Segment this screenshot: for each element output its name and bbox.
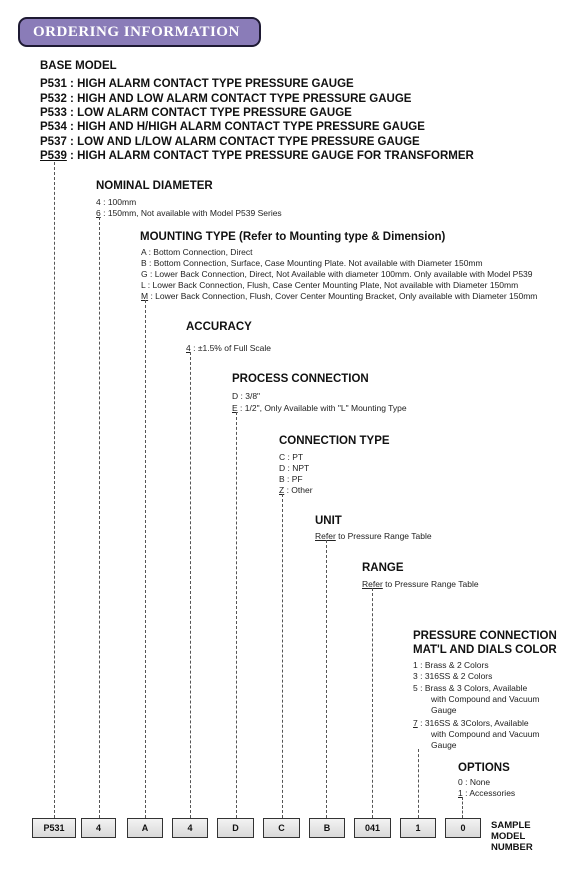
mounting-type-option: G : Lower Back Connection, Direct, Not Available with diameter 100mm. Only available with Model P539 (141, 269, 533, 279)
connector-line-unit (326, 540, 327, 818)
sample-box-base: P531 (32, 818, 76, 838)
pressure-connection-option-cont: Gauge (431, 705, 457, 715)
mounting-type-title: MOUNTING TYPE (Refer to Mounting type & Dimension) (140, 231, 446, 243)
connector-line-range (372, 588, 373, 818)
options-title: OPTIONS (458, 762, 510, 774)
pressure-connection-option-cont: with Compound and Vacuum (431, 694, 540, 704)
process-connection-title: PROCESS CONNECTION (232, 373, 369, 385)
pressure-connection-option: 7 : 316SS & 3Colors, Available (413, 718, 529, 728)
base-model-title: BASE MODEL (40, 60, 117, 72)
pressure-connection-title: MAT'L AND DIALS COLOR (413, 644, 557, 656)
accuracy-option: 4 : ±1.5% of Full Scale (186, 343, 271, 353)
sample-box-pressure: 1 (400, 818, 436, 838)
connector-line-process (236, 412, 237, 818)
connector-line-conntype (282, 494, 283, 818)
pressure-connection-option: 3 : 316SS & 2 Colors (413, 671, 493, 681)
sample-box-diameter: 4 (81, 818, 116, 838)
connector-line-accuracy (190, 352, 191, 818)
accuracy-title: ACCURACY (186, 321, 252, 333)
process-connection-option: E : 1/2", Only Available with "L" Mounting Type (232, 403, 407, 413)
connector-line-diameter (99, 217, 100, 818)
sample-box-conntype: C (263, 818, 300, 838)
pressure-connection-option-cont: Gauge (431, 740, 457, 750)
sample-box-options: 0 (445, 818, 481, 838)
connection-type-option: D : NPT (279, 463, 310, 473)
pressure-connection-title: PRESSURE CONNECTION (413, 630, 557, 642)
base-model-item: P531 : HIGH ALARM CONTACT TYPE PRESSURE GAUGE (40, 78, 354, 90)
range-option: Refer to Pressure Range Table (362, 579, 479, 589)
connector-line-base (54, 162, 55, 818)
mounting-type-option: B : Bottom Connection, Surface, Case Mounting Plate. Not available with Diameter 150mm (141, 258, 483, 268)
pressure-connection-option: 5 : Brass & 3 Colors, Available (413, 683, 528, 693)
sample-box-process: D (217, 818, 254, 838)
mounting-type-option: L : Lower Back Connection, Flush, Case Center Mounting Plate, Not available with Diameter 150mm (141, 280, 519, 290)
connector-line-options (462, 797, 463, 818)
nominal-diameter-title: NOMINAL DIAMETER (96, 180, 213, 192)
connector-line-mounting (145, 300, 146, 818)
unit-option: Refer to Pressure Range Table (315, 531, 432, 541)
nominal-diameter-option: 4 : 100mm (96, 197, 137, 207)
sample-box-mounting: A (127, 818, 163, 838)
connection-type-option: Z : Other (279, 485, 313, 495)
base-model-item: P537 : LOW AND L/LOW ALARM CONTACT TYPE PRESSURE GAUGE (40, 136, 420, 148)
base-model-item: P539 : HIGH ALARM CONTACT TYPE PRESSURE GAUGE FOR TRANSFORMER (40, 150, 474, 162)
range-title: RANGE (362, 562, 404, 574)
mounting-type-option: M : Lower Back Connection, Flush, Cover Center Mounting Bracket, Only available with Diameter 150mm (141, 291, 538, 301)
base-model-item: P533 : LOW ALARM CONTACT TYPE PRESSURE GAUGE (40, 107, 352, 119)
sample-box-range: 041 (354, 818, 391, 838)
ordering-information-banner: ORDERING INFORMATION (18, 17, 261, 47)
base-model-item: P532 : HIGH AND LOW ALARM CONTACT TYPE PRESSURE GAUGE (40, 93, 412, 105)
nominal-diameter-option: 6 : 150mm, Not available with Model P539 Series (96, 208, 282, 218)
connector-line-pressure (418, 749, 419, 818)
options-option: 0 : None (458, 777, 491, 787)
connection-type-option: B : PF (279, 474, 303, 484)
connection-type-title: CONNECTION TYPE (279, 435, 390, 447)
options-option: 1 : Accessories (458, 788, 516, 798)
connection-type-option: C : PT (279, 452, 304, 462)
sample-box-accuracy: 4 (172, 818, 208, 838)
sample-model-number-label: SAMPLE MODEL NUMBER (491, 820, 533, 853)
process-connection-option: D : 3/8" (232, 391, 261, 401)
mounting-type-option: A : Bottom Connection, Direct (141, 247, 253, 257)
sample-box-unit: B (309, 818, 345, 838)
base-model-item: P534 : HIGH AND H/HIGH ALARM CONTACT TYPE PRESSURE GAUGE (40, 121, 425, 133)
unit-title: UNIT (315, 515, 342, 527)
pressure-connection-option-cont: with Compound and Vacuum (431, 729, 540, 739)
pressure-connection-option: 1 : Brass & 2 Colors (413, 660, 489, 670)
